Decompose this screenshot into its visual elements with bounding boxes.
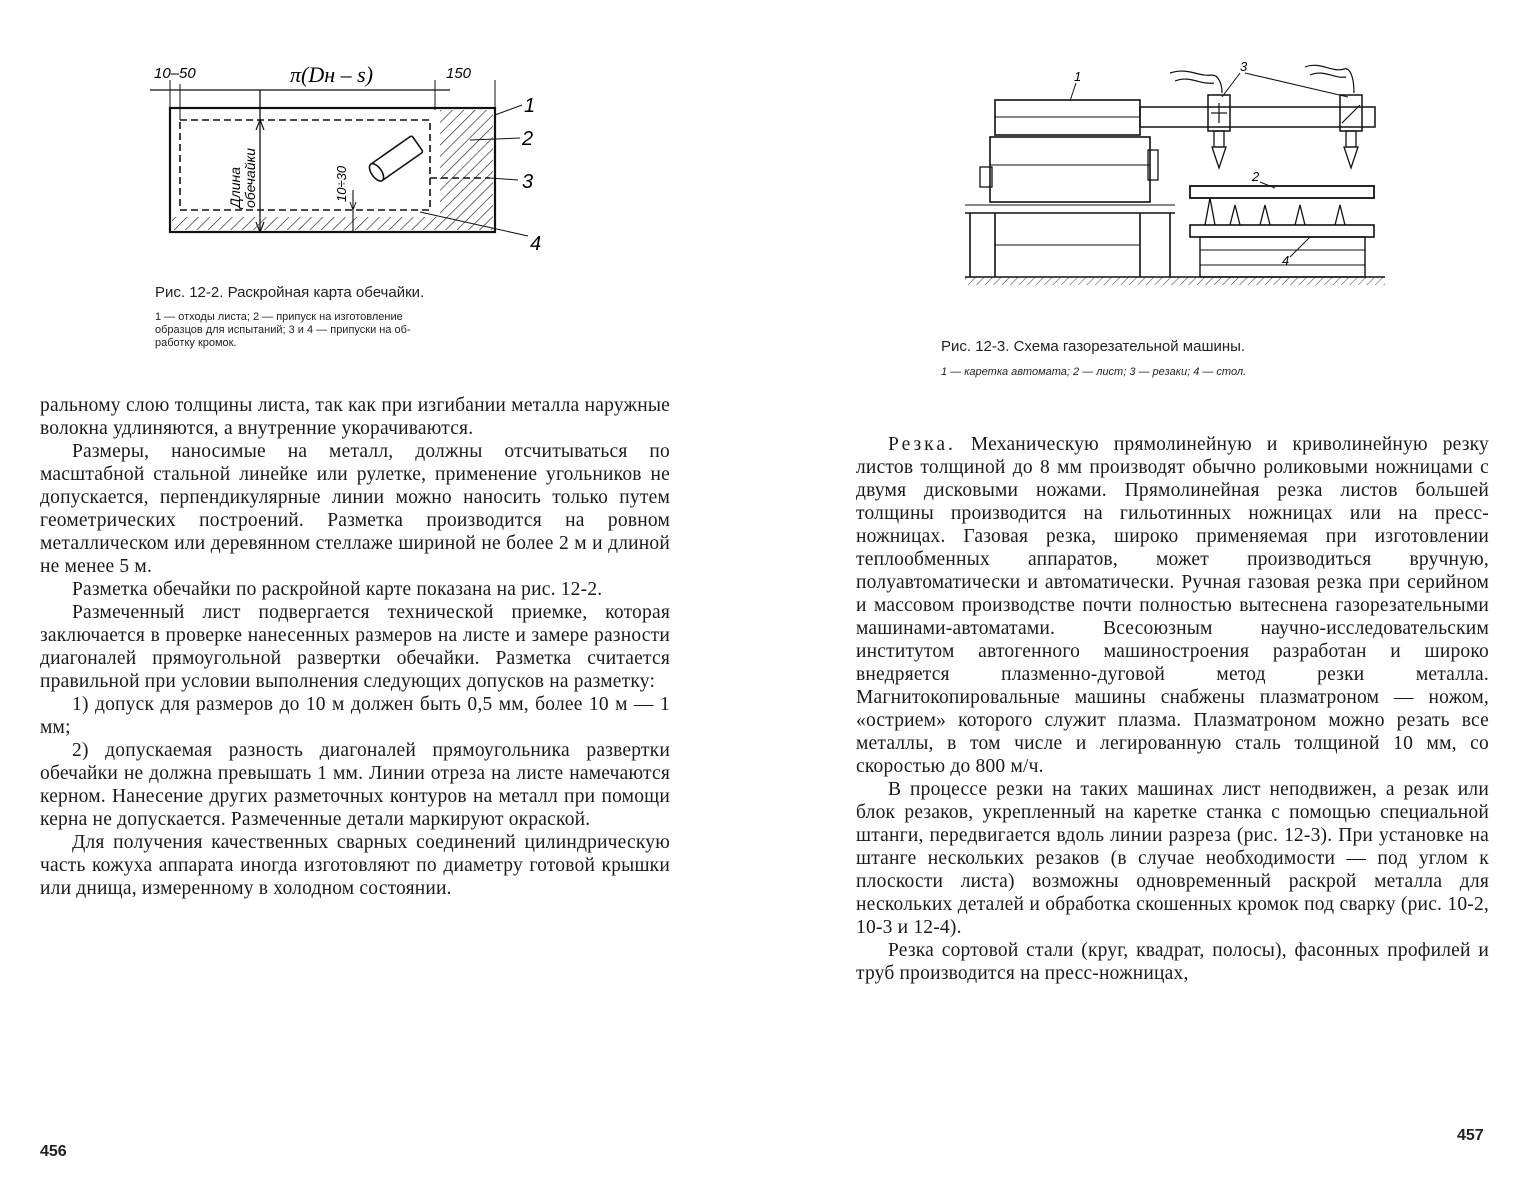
left-page xyxy=(0,0,764,1190)
gap-label: 10÷30 xyxy=(334,165,349,202)
callout-2: 2 xyxy=(1252,169,1260,184)
paragraph: Разметка обечайки по раскройной карте показана на рис. 12-2. xyxy=(72,579,603,600)
left-page-body xyxy=(40,394,670,900)
callout-4: 4 xyxy=(1282,253,1290,268)
paragraph-text: Механическую прямолинейную и криволинейную резку листов толщиной до 8 мм производят обычно роликовыми ножницами с двумя дисковыми ножами. Прямолинейная резка листов большей толщины производится на гильотинных ножницах или на пресс-ножницах. Газовая резка, широко применяемая при изготовлении теплообменных аппаратов, может производиться вручную, полуавтоматически и автоматически. Ручная газовая резка при серийном и массовом производстве почти полностью вытеснена газорезательными машинами-автоматами. Всесоюзным научно-исследовательским институтом автогенного машиностроения разработан и широко внедряется плазменно-дуговой метод резки металла. Магнитокопировальные машины снабжены плазматроном — ножом, «острием» которого служит плазма. Плазматроном можно резать все металлы, в том числе и легированную сталь толщиной 10 мм, со скоростью до 800 м/ч. xyxy=(856,434,1489,777)
figure-12-3-legend: 1 — каретка автомата; 2 — лист; 3 — резаки; 4 — стол. xyxy=(941,366,1247,378)
dim-middle-label: π(Dн – s) xyxy=(290,62,374,87)
dim-right-label: 150 xyxy=(446,65,472,82)
paragraph: Размеченный лист подвергается технической приемке, которая заключается в проверке нанесенных размеров на листе и замере разности диагоналей прямоугольной развертки обечайки. Разметка считается правильной при условии выполнения следующих допусков на разметку: xyxy=(40,602,670,692)
legend-line-1: 1 — отходы листа; 2 — припуск на изготовление xyxy=(155,311,403,323)
callout-1: 1 xyxy=(1074,69,1082,84)
paragraph: Для получения качественных сварных соединений цилиндрическую часть кожуха аппарата иногда изготовляют по диаметру готовой крышки или днища, измеренному в холодном состоянии. xyxy=(40,832,670,899)
paragraph xyxy=(856,433,1489,778)
paragraph: 1) допуск для размеров до 10 м должен быть 0,5 мм, более 10 м — 1 мм; xyxy=(40,694,670,738)
dim-left-label: 10–50 xyxy=(154,65,196,82)
paragraph: Резка сортовой стали (круг, квадрат, полосы), фасонных профилей и труб производится на пресс-ножницах, xyxy=(856,940,1489,984)
page-number: 456 xyxy=(40,1143,67,1160)
section-heading: Резка. xyxy=(888,434,956,455)
paragraph: Размеры, наносимые на металл, должны отсчитываться по масштабной стальной линейке или рулетке, применение угольников не допускается, перпендикулярные линии можно наносить только путем геометрических построений. Разметка производится на ровном металлическом или деревянном стеллаже шириной не более 2 м и длиной не менее 5 м. xyxy=(40,441,670,577)
cutting-map-drawing xyxy=(140,60,580,260)
legend-line-2: образцов для испытаний; 3 и 4 — припуски на об- xyxy=(155,324,411,336)
figure-12-3-caption: Рис. 12-3. Схема газорезательной машины. xyxy=(941,338,1246,355)
callout-1: 1 xyxy=(524,95,536,117)
legend-line-3: работку кромок. xyxy=(155,337,237,349)
callout-2: 2 xyxy=(522,128,534,150)
paragraph: ральному слою толщины листа, так как при изгибании металла наружные волокна удлиняются, а внутренние укорачиваются. xyxy=(40,395,670,439)
right-page-body xyxy=(856,433,1489,985)
figure-12-2-legend xyxy=(155,311,555,350)
side-label-line1: Длина xyxy=(227,166,243,208)
callout-3: 3 xyxy=(522,171,534,193)
paragraph: 2) допускаемая разность диагоналей прямоугольника развертки обечайки не должна превышать 1 мм. Линии отреза на листе намечаются керном. Нанесение других разметочных контуров на металл при помощи керна не допускается. Размеченные детали маркируют окраской. xyxy=(40,740,670,830)
gas-cutting-machine-drawing xyxy=(960,55,1390,295)
callout-3: 3 xyxy=(1240,59,1248,74)
right-page xyxy=(764,0,1529,1190)
paragraph: В процессе резки на таких машинах лист неподвижен, а резак или блок резаков, укрепленный на каретке станка с помощью специальной штанги, передвигается вдоль линии разреза (рис. 12-3). При установке на штанге нескольких резаков (в случае необходимости — под углом к плоскости листа) возможны одновременный раскрой металла для нескольких деталей и обработка скошенных кромок под сварку (рис. 10-2, 10-3 и 12-4). xyxy=(856,779,1489,938)
figure-12-2-caption: Рис. 12-2. Раскройная карта обечайки. xyxy=(155,284,425,301)
page-number: 457 xyxy=(1457,1127,1484,1144)
side-label-line2: обечайки xyxy=(242,148,258,208)
callout-4: 4 xyxy=(530,233,542,255)
